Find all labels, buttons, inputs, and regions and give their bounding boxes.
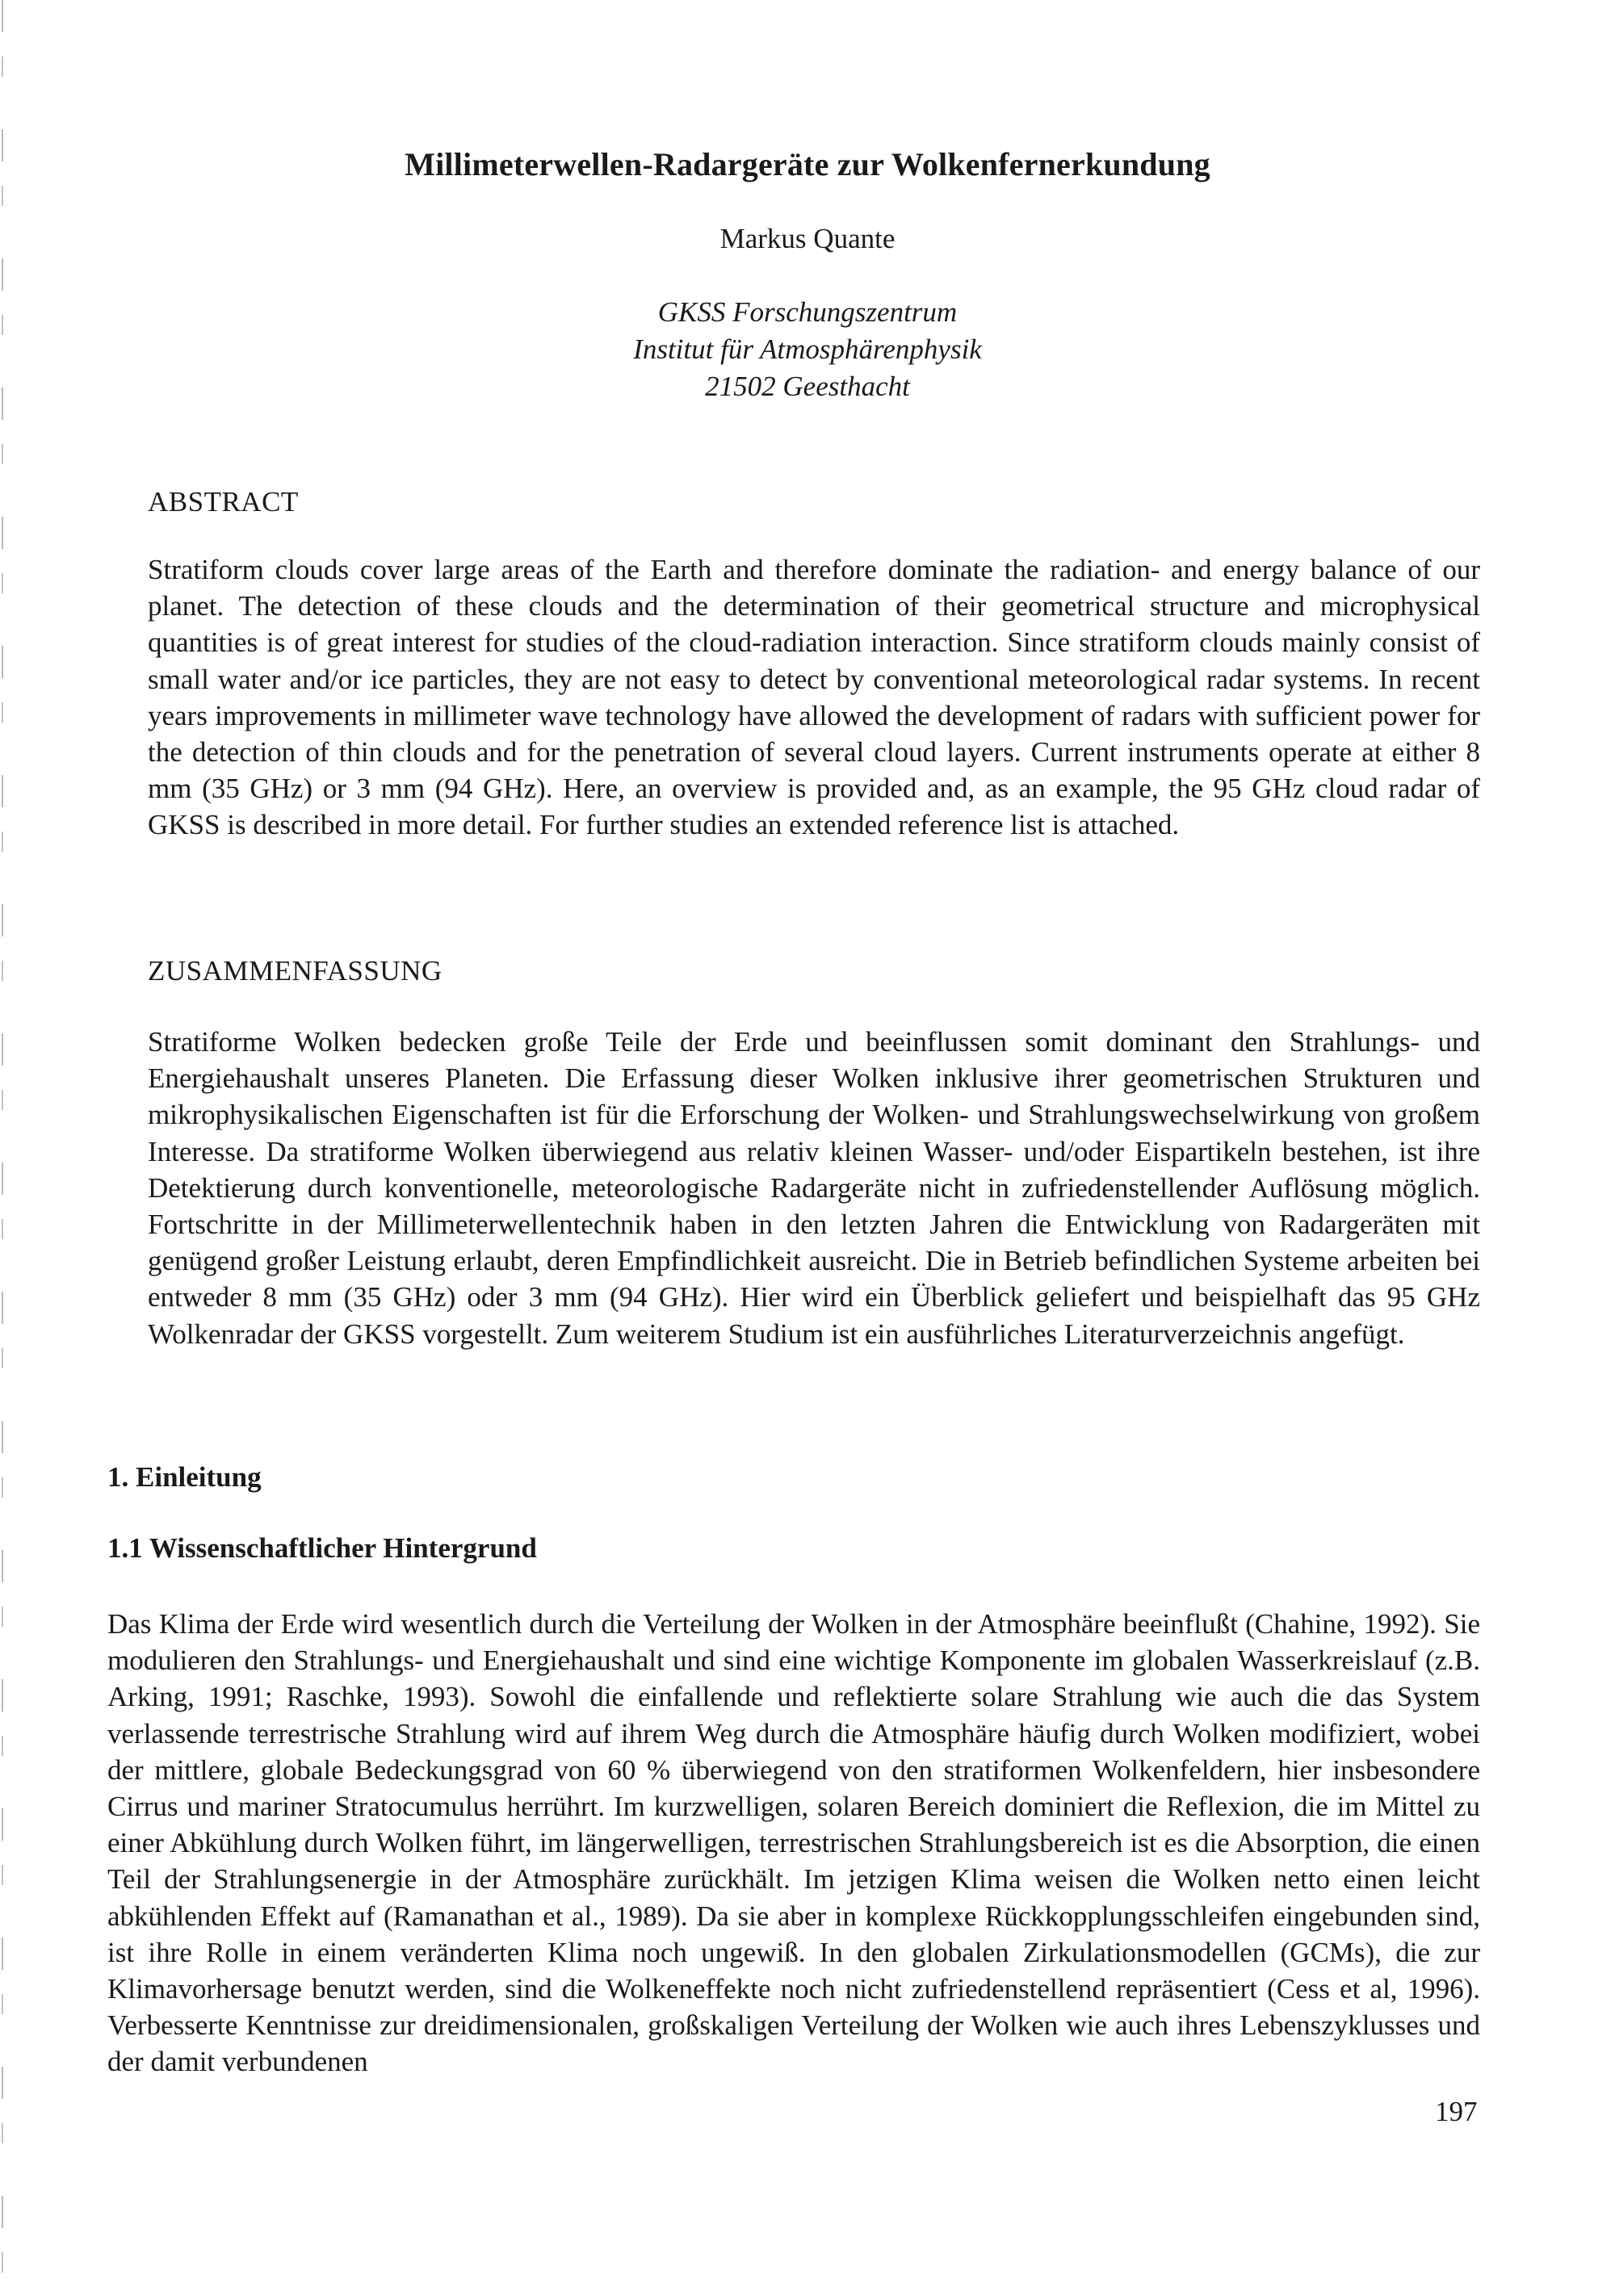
paper-title: Millimeterwellen-Radargeräte zur Wolkenfernerkundung [405,146,1210,182]
zusammenfassung-text: Stratiforme Wolken bedecken große Teile der Erde und beeinflussen somit dominant den Strahlungs- und Energiehaushalt unseres Planeten. Die Erfassung dieser Wolken inklusive ihrer geometrischen Strukturen und mikrophysikalischen Eigenschaften ist für die Erforschung der Wolken- und Strahlungswechselwirkung von großem Interesse. Da stratiforme Wolken überwiegend aus relativ kleinen Wasser- und/oder Eispartikeln bestehen, ist ihre Detektierung durch konventionelle, meteorologische Radargeräte nicht in zufriedenstellender Auflösung möglich. Fortschritte in der Millimeterwellentechnik haben in den letzten Jahren die Entwicklung von Radargeräten mit genügend großer Leistung erlaubt, deren Empfindlichkeit ausreicht. Die in Betrieb befindlichen Systeme arbeiten bei entweder 8 mm (35 GHz) oder 3 mm (94 GHz). Hier wird ein Überblick geliefert und beispielhaft das 95 GHz Wolkenradar der GKSS vorgestellt. Zum weiterem Studium ist ein ausführliches Literaturverzeichnis angefügt. [148,1026,1480,1350]
abstract-text: Stratiform clouds cover large areas of the Earth and therefore dominate the radiation- and energy balance of our planet. The detection of these clouds and the determination of their geometrical structure and microphysical quantities is of great interest for studies of the cloud-radiation interaction. Since stratiform clouds mainly consist of small water and/or ice particles, they are not easy to detect by conventional meteorological radar systems. In recent years improvements in millimeter wave technology have allowed the development of radars with sufficient power for the detection of thin clouds and for the penetration of several cloud layers. Current instruments operate at either 8 mm (35 GHz) or 3 mm (94 GHz). Here, an overview is provided and, as an example, the 95 GHz cloud radar of GKSS is described in more detail. For further studies an extended reference list is attached. [148,554,1480,841]
author-name: Markus Quante [719,223,896,254]
section-1-1-text: Das Klima der Erde wird wesentlich durch die Verteilung der Wolken in der Atmosphäre beeinflußt (Chahine, 1992). Sie modulieren den Strahlungs- und Energiehaushalt und sind eine wichtige Komponente im globalen Wasserkreislauf (z.B. Arking, 1991; Raschke, 1993). Sowohl die einfallende und reflektierte solare Strahlung wie auch die das System verlassende terrestrische Strahlung wird auf ihrem Weg durch die Atmosphäre häufig durch Wolken modifiziert, wobei der mittlere, globale Bedeckungsgrad von 60 % überwiegend von den stratiformen Wolkenfeldern, hier insbesondere Cirrus und mariner Stratocumulus herrührt. Im kurzwelligen, solaren Bereich dominiert die Reflexion, die im Mittel zu einer Abkühlung durch Wolken führt, im längerwelligen, terrestrischen Strahlungsbereich ist es die Absorption, die einen Teil der Strahlungsenergie in der Atmosphäre zurückhält. Im jetzigen Klima weisen die Wolken netto einen leicht abkühlenden Effekt auf (Ramanathan et al., 1989). Da sie aber in komplexe Rückkopplungsschleifen eingebunden sind, ist ihre Rolle in einem veränderten Klima noch ungewiß. In den globalen Zirkulationsmodellen (GCMs), die zur Klimavorhersage benutzt werden, sind die Wolkeneffekte noch nicht zufriedenstellend repräsentiert (Cess et al, 1996). Verbesserte Kenntnisse zur dreidimensionalen, großskaligen Verteilung der Wolken wie auch ihres Lebenszyklusses und der damit verbundenen [107,1608,1480,2078]
affiliation-line-1: GKSS Forschungszentrum [657,296,958,328]
affiliation-line-2: Institut für Atmosphärenphysik [633,333,982,365]
zusammenfassung-heading: ZUSAMMENFASSUNG [148,955,443,987]
affiliation-line-3: 21502 Geesthacht [705,371,910,402]
section-1-1-heading: 1.1 Wissenschaftlicher Hintergrund [107,1532,537,1564]
abstract-heading: ABSTRACT [148,486,299,517]
affiliation [0,294,1615,405]
page-number: 197 [1435,2096,1478,2127]
section-1-heading: 1. Einleitung [107,1461,262,1493]
